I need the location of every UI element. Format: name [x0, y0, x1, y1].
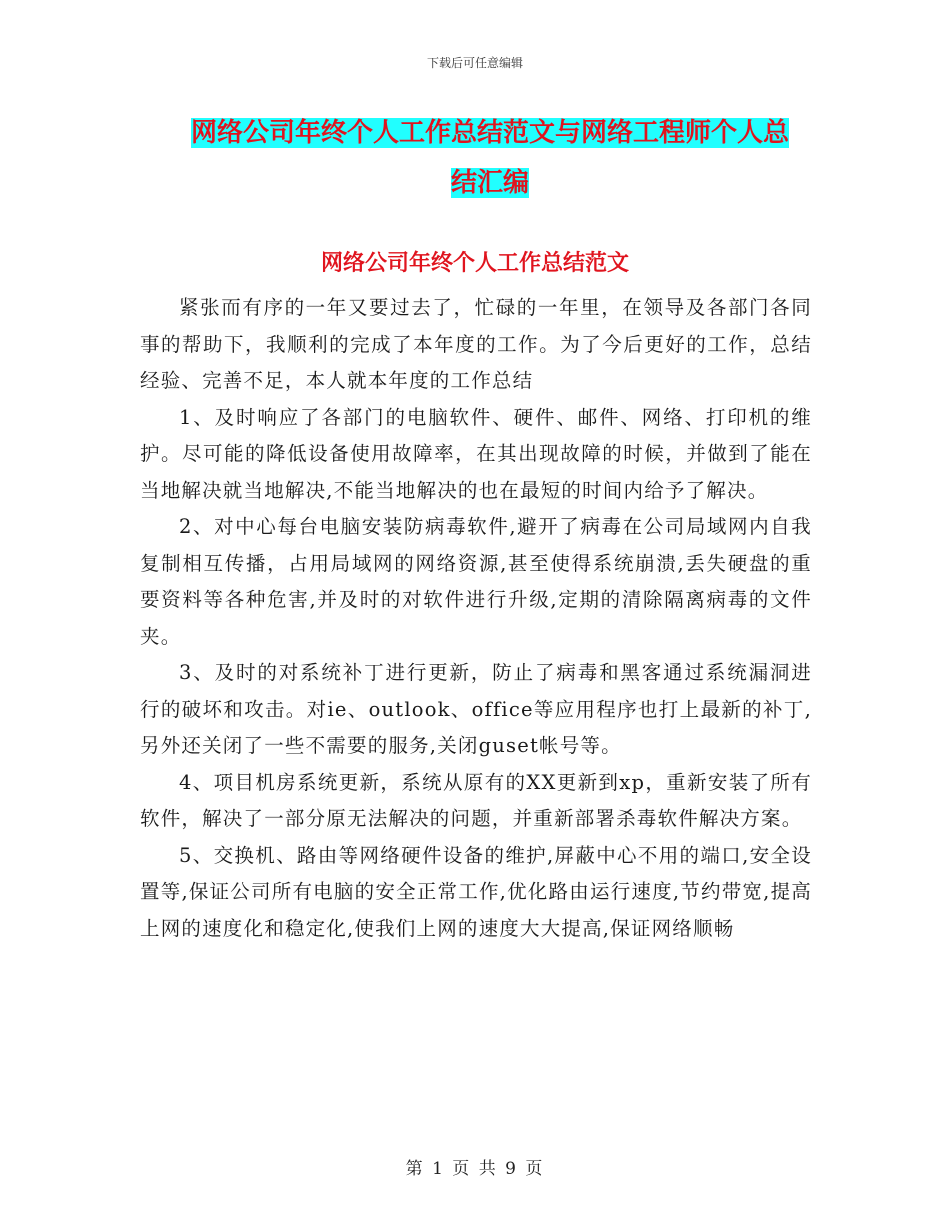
- paragraph-item-3: 3、及时的对系统补丁进行更新，防止了病毒和黑客通过系统漏洞进行的破坏和攻击。对ie、outlook、office等应用程序也打上最新的补丁,另外还关闭了一些不需要的服务,关闭guset帐号等。: [140, 661, 812, 757]
- page-header-note: 下载后可任意编辑: [426, 56, 523, 70]
- document-title-line-1: 网络公司年终个人工作总结范文与网络工程师个人总: [190, 118, 789, 148]
- paragraph-item-5: 5、交换机、路由等网络硬件设备的维护,屏蔽中心不用的端口,安全设置等,保证公司所有电脑的安全正常工作,优化路由运行速度,节约带宽,提高上网的速度化和稳定化,使我们上网的速度大大提高,保证网络顺畅: [140, 843, 812, 940]
- paragraph-item-1: 1、及时响应了各部门的电脑软件、硬件、邮件、网络、打印机的维护。尽可能的降低设备使用故障率，在其出现故障的时候，并做到了能在当地解决就当地解决,不能当地解决的也在最短的时间内给予了解决。: [140, 405, 812, 502]
- page-number-footer: 第 1 页 共 9 页: [405, 1159, 545, 1179]
- document-body: [140, 290, 812, 947]
- document-title: [140, 108, 840, 208]
- paragraph-intro: 紧张而有序的一年又要过去了，忙碌的一年里，在领导及各部门各同事的帮助下，我顺利的完成了本年度的工作。为了今后更好的工作，总结经验、完善不足，本人就本年度的工作总结: [140, 296, 812, 392]
- document-title-line-2: 结汇编: [450, 168, 529, 198]
- paragraph-item-4: 4、项目机房系统更新，系统从原有的XX更新到xp，重新安装了所有软件，解决了一部分原无法解决的问题，并重新部署杀毒软件解决方案。: [140, 770, 812, 830]
- paragraph-item-2: 2、对中心每台电脑安装防病毒软件,避开了病毒在公司局域网内自我复制相互传播，占用局域网的网络资源,甚至使得系统崩溃,丢失硬盘的重要资料等各种危害,并及时的对软件进行升级,定期的清除隔离病毒的文件夹。: [140, 515, 812, 648]
- section-title: 网络公司年终个人工作总结范文: [320, 251, 629, 276]
